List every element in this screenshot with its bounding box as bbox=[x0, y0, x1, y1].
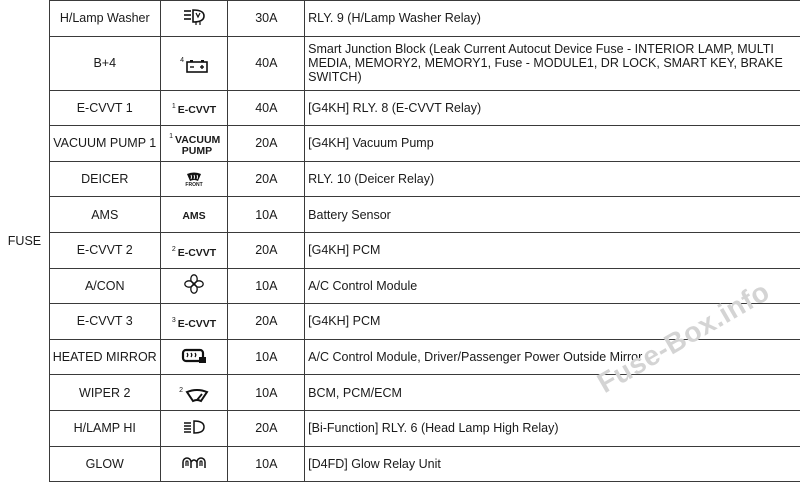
category-label: FUSE bbox=[7, 234, 42, 249]
fuse-description: Smart Junction Block (Leak Current Autocut Device Fuse - INTERIOR LAMP, MULTI MEDIA, MEMORY2, MEMORY1, Fuse - MODULE1, DR LOCK, SMART KEY, BRAKE SWITCH) bbox=[305, 36, 800, 90]
fuse-description: [G4KH] Vacuum Pump bbox=[305, 126, 800, 162]
fuse-description: [G4KH] RLY. 8 (E-CVVT Relay) bbox=[305, 90, 800, 126]
amp-rating: 10A bbox=[228, 446, 305, 482]
symbol-cell bbox=[160, 161, 228, 197]
watermark: Fuse-Box.info bbox=[592, 275, 775, 399]
symbol-text: E-CVVT bbox=[177, 246, 217, 259]
fuse-name: VACUUM PUMP 1 bbox=[49, 126, 160, 162]
wiper-icon bbox=[185, 389, 209, 403]
fuse-description: BCM, PCM/ECM bbox=[305, 375, 800, 411]
symbol-text: E-CVVT bbox=[177, 104, 217, 117]
fuse-description: A/C Control Module, Driver/Passenger Power Outside Mirror bbox=[305, 339, 800, 375]
symbol-cell bbox=[160, 446, 228, 482]
symbol-text: E-CVVT bbox=[177, 317, 217, 330]
amp-rating: 10A bbox=[228, 375, 305, 411]
amp-rating: 10A bbox=[228, 197, 305, 233]
fuse-name: B+4 bbox=[49, 36, 160, 90]
fuse-name: HEATED MIRROR bbox=[49, 339, 160, 375]
fuse-description: [D4FD] Glow Relay Unit bbox=[305, 446, 800, 482]
table-row bbox=[0, 197, 800, 233]
table-row bbox=[0, 161, 800, 197]
battery-icon bbox=[186, 59, 208, 73]
fuse-name: E-CVVT 1 bbox=[49, 90, 160, 126]
fuse-name: H/LAMP HI bbox=[49, 410, 160, 446]
category-cell bbox=[0, 1, 49, 482]
symbol-text: FRONT bbox=[185, 181, 203, 188]
symbol-superscript: 2 bbox=[171, 245, 176, 253]
symbol-superscript: 1 bbox=[171, 103, 176, 111]
fuse-description: [Bi-Function] RLY. 6 (Head Lamp High Relay) bbox=[305, 410, 800, 446]
table-row bbox=[0, 36, 800, 90]
symbol-cell bbox=[160, 197, 228, 233]
fuse-description: A/C Control Module bbox=[305, 268, 800, 304]
symbol-cell bbox=[160, 36, 228, 90]
fuse-name: GLOW bbox=[49, 446, 160, 482]
table-row bbox=[0, 126, 800, 162]
symbol-superscript: 3 bbox=[171, 316, 176, 324]
fuse-description: [G4KH] PCM bbox=[305, 304, 800, 340]
deicer-icon bbox=[186, 172, 202, 182]
amp-rating: 20A bbox=[228, 161, 305, 197]
table-row bbox=[0, 410, 800, 446]
amp-rating: 20A bbox=[228, 232, 305, 268]
fuse-description: RLY. 10 (Deicer Relay) bbox=[305, 161, 800, 197]
fuse-name: E-CVVT 3 bbox=[49, 304, 160, 340]
amp-rating: 40A bbox=[228, 36, 305, 90]
amp-rating: 20A bbox=[228, 126, 305, 162]
amp-rating: 30A bbox=[228, 1, 305, 37]
symbol-superscript: 4 bbox=[180, 57, 184, 65]
symbol-superscript: 2 bbox=[179, 386, 183, 394]
fuse-name: WIPER 2 bbox=[49, 375, 160, 411]
high-beam-icon bbox=[182, 420, 206, 434]
fuse-name: A/CON bbox=[49, 268, 160, 304]
fuse-name: E-CVVT 2 bbox=[49, 232, 160, 268]
symbol-cell bbox=[160, 375, 228, 411]
symbol-cell bbox=[160, 304, 228, 340]
symbol-cell bbox=[160, 90, 228, 126]
symbol-text: AMS bbox=[182, 209, 206, 222]
heated-mirror-icon bbox=[181, 348, 207, 364]
table-row bbox=[0, 90, 800, 126]
fuse-description: [G4KH] PCM bbox=[305, 232, 800, 268]
symbol-cell bbox=[160, 410, 228, 446]
symbol-cell bbox=[160, 126, 228, 162]
amp-rating: 20A bbox=[228, 410, 305, 446]
fuse-description: RLY. 9 (H/Lamp Washer Relay) bbox=[305, 1, 800, 37]
table-row bbox=[0, 375, 800, 411]
table-row bbox=[0, 232, 800, 268]
fuse-description: Battery Sensor bbox=[305, 197, 800, 233]
symbol-cell bbox=[160, 339, 228, 375]
fuse-name: AMS bbox=[49, 197, 160, 233]
symbol-superscript: 1 bbox=[169, 133, 173, 141]
fuse-name: H/Lamp Washer bbox=[49, 1, 160, 37]
amp-rating: 10A bbox=[228, 339, 305, 375]
amp-rating: 40A bbox=[228, 90, 305, 126]
symbol-cell bbox=[160, 268, 228, 304]
fan-icon bbox=[184, 274, 204, 294]
amp-rating: 20A bbox=[228, 304, 305, 340]
symbol-cell bbox=[160, 1, 228, 37]
symbol-text: VACUUM PUMP bbox=[174, 134, 221, 158]
fuse-name: DEICER bbox=[49, 161, 160, 197]
table-row bbox=[0, 268, 800, 304]
table-row bbox=[0, 446, 800, 482]
table-row bbox=[0, 1, 800, 37]
glow-plug-icon bbox=[180, 454, 208, 470]
amp-rating: 10A bbox=[228, 268, 305, 304]
symbol-cell bbox=[160, 232, 228, 268]
hlamp-washer-icon bbox=[182, 8, 206, 26]
